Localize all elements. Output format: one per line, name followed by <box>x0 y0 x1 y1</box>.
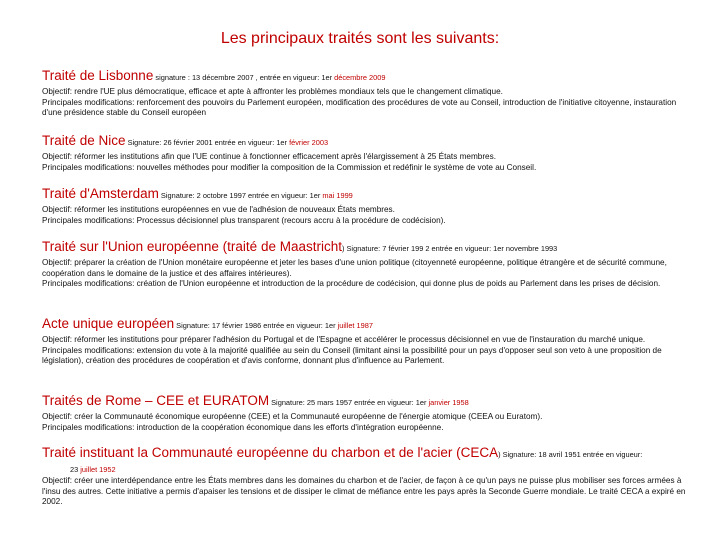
treaty-date: janvier 1958 <box>428 398 469 407</box>
treaty-changes: Principales modifications: extension du vote à la majorité qualifiée au sein du Conseil (limitant ainsi la possibilité pour un pays d'opposer seul son veto à une proposition de législation), création des procédures de coopération et d'avis conforme, donnant plus d'influence au Parlement. <box>42 345 662 366</box>
treaty-meta: Signature: 17 février 1986 entrée en vigueur: 1er <box>174 321 338 330</box>
treaty-name: Traités de Rome – CEE et EURATOM <box>42 393 270 408</box>
treaty-date: juillet 1952 <box>80 465 116 474</box>
treaty-meta: signature : 13 décembre 2007 , entrée en vigueur: 1er <box>153 73 335 82</box>
treaty-objective: Objectif: rendre l'UE plus démocratique, efficace et apte à affronter les problèmes mondiaux tels que le changement climatique. <box>42 87 503 96</box>
treaty-name-suffix: ) <box>341 244 345 253</box>
treaty-acte-unique <box>42 315 692 367</box>
treaty-objective: Objectif: créer une interdépendance entre les États membres dans les domaines du charbon et de l'acier, de façon à ce qu'un pays ne puisse plus mobiliser ses forces armées à l'insu des autres. Cette initiative a permis d'apaiser les tensions et de dissiper le climat de méfiance entre les pays après la Seconde Guerre mondiale. Le traité CECA a expiré en 2002. <box>42 476 686 507</box>
treaty-ceca <box>42 444 692 508</box>
treaty-name: Traité sur l'Union européenne (traité de Maastricht <box>42 239 342 254</box>
treaty-meta: Signature: 7 février 199 2 entrée en vigueur: 1er novembre 1993 <box>344 244 558 253</box>
treaty-changes: Principales modifications: nouvelles méthodes pour modifier la composition de la Commission et redéfinir le système de vote au Conseil. <box>42 162 537 172</box>
treaty-changes: Principales modifications: introduction de la coopération économique dans les efforts d'intégration européenne. <box>42 422 444 432</box>
treaty-name: Traité de Nice <box>42 133 126 148</box>
treaty-changes: Principales modifications: renforcement des pouvoirs du Parlement européen, modification des procédures de vote au Conseil, introduction de l'initiative citoyenne, instauration d'une présidence stable du Conseil européen <box>42 97 677 118</box>
treaty-name: Traité instituant la Communauté européenne du charbon et de l'acier (CECA <box>42 445 499 460</box>
treaty-objective: Objectif: créer la Communauté économique européenne (CEE) et la Communauté européenne de l'énergie atomique (CEEA ou Euratom). <box>42 412 543 421</box>
treaty-name-suffix: ) <box>498 450 501 459</box>
treaty-rome <box>42 392 692 433</box>
treaty-name: Traité d'Amsterdam <box>42 186 159 201</box>
treaty-objective: Objectif: réformer les institutions pour préparer l'adhésion du Portugal et de l'Espagne et accélérer le processus décisionnel en vue de l'instauration du marché unique. <box>42 335 646 344</box>
treaty-meta: Signature: 18 avril 1951 entrée en vigueur: <box>500 450 643 459</box>
treaty-objective: Objectif: réformer les institutions afin que l'UE continue à fonctionner efficacement après l'élargissement à 25 États membres. <box>42 152 496 161</box>
treaty-amsterdam <box>42 185 692 226</box>
treaty-objective: Objectif: réformer les institutions européennes en vue de l'adhésion de nouveaux États membres. <box>42 205 395 214</box>
treaty-changes: Principales modifications: création de l'Union européenne et introduction de la procédure de codécision, qui donne plus de poids au Parlement dans les prises de décision. <box>42 279 661 289</box>
treaty-maastricht <box>42 238 692 290</box>
treaty-nice <box>42 132 692 173</box>
treaty-meta: Signature: 26 février 2001 entrée en vigueur: 1er <box>125 138 290 147</box>
treaty-meta: Signature: 2 octobre 1997 entrée en vigueur: 1er <box>158 191 323 200</box>
treaty-changes: Principales modifications: Processus décisionnel plus transparent (recours accru à la procédure de codécision). <box>42 215 446 225</box>
treaty-lisbonne <box>42 67 692 119</box>
treaty-name: Acte unique européen <box>42 316 175 331</box>
treaty-date: décembre 2009 <box>334 73 386 82</box>
treaty-date: juillet 1987 <box>337 321 373 330</box>
page-title: Les principaux traités sont les suivants: <box>220 30 500 47</box>
treaty-date: mai 1999 <box>322 191 353 200</box>
treaty-meta-continued: 23 <box>70 465 81 474</box>
treaty-name: Traité de Lisbonne <box>42 68 154 83</box>
treaty-date: février 2003 <box>289 138 329 147</box>
treaty-meta: Signature: 25 mars 1957 entrée en vigueur: 1er <box>269 398 429 407</box>
treaty-objective: Objectif: préparer la création de l'Union monétaire européenne et jeter les bases d'une union politique (citoyenneté européenne, politique étrangère et de sécurité commune, coopération dans le domaine de la justice et des affaires intérieures). <box>42 258 667 278</box>
